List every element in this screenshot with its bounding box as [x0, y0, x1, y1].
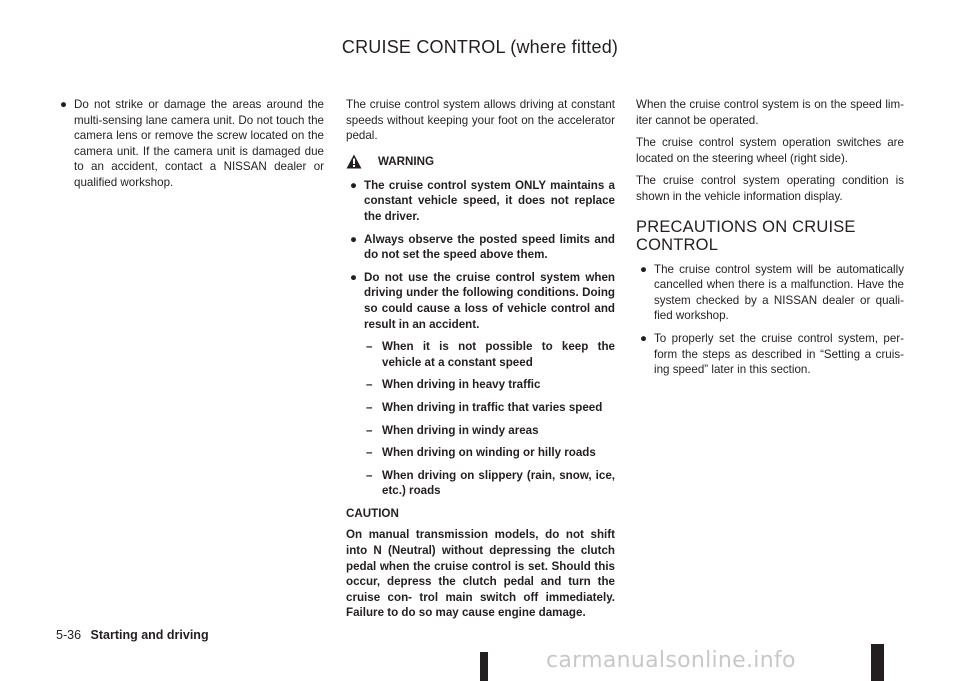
bullet-text: To properly set the cruise control system, per- form the steps as described in “Setting a cruis- ing speed” later in this section.: [654, 331, 904, 377]
condition-text: When driving in heavy traffic: [382, 378, 541, 392]
section-tab-mark-left: [480, 652, 488, 681]
dash-mark: –: [366, 400, 373, 414]
warning-header: [346, 154, 615, 169]
condition-item: [346, 339, 615, 370]
warning-label: WARNING: [378, 154, 435, 168]
condition-item: [346, 468, 615, 499]
bullet-icon: ●: [350, 270, 358, 284]
dash-mark: –: [366, 378, 373, 392]
list-item: [56, 97, 324, 191]
dash-mark: –: [366, 423, 373, 437]
paragraph: The cruise control system operation switches are located on the steering wheel (right side).: [636, 136, 904, 165]
bullet-icon: ●: [640, 262, 648, 276]
condition-text: When driving on slippery (rain, snow, ice, etc.) roads: [382, 468, 615, 498]
bullet-icon: ●: [640, 331, 648, 345]
column-middle: [346, 97, 615, 628]
page-number: 5-36: [56, 628, 82, 642]
list-item: [346, 178, 615, 225]
section-heading: PRECAUTIONS ON CRUISE CONTROL: [636, 217, 856, 254]
bullet-text: Do not strike or damage the areas around the multi-sensing lane camera unit. Do not touch the camera lens or remove the screw located on the camera unit. If the camera unit is damaged due to an accident, contact a NISSAN dealer or qualified workshop.: [74, 98, 324, 189]
bullet-icon: ●: [350, 178, 358, 192]
condition-text: When driving in windy areas: [382, 423, 539, 437]
list-item: [346, 232, 615, 263]
watermark: carmanualsonline.info: [546, 648, 796, 673]
condition-text: When driving in traffic that varies speed: [382, 400, 603, 414]
condition-item: [346, 445, 615, 461]
intro-paragraph: The cruise control system allows driving at constant speeds without keeping your foot on the accelerator pedal.: [346, 98, 615, 143]
column-right: [636, 97, 904, 385]
bullet-icon: ●: [60, 98, 68, 111]
condition-item: [346, 400, 615, 416]
caution-text: On manual transmission models, do not shift into N (Neutral) without depressing the clutch pedal when the cruise control is set. Should this occur, depress the clutch pedal and turn the cruise con- trol main switch off immediately. Failure to do so may cause engine damage.: [346, 528, 615, 620]
bullet-icon: ●: [350, 232, 358, 246]
dash-mark: –: [366, 468, 373, 482]
page-footer: [56, 628, 209, 642]
paragraph: The cruise control system operating condition is shown in the vehicle information display.: [636, 174, 904, 203]
paragraph: When the cruise control system is on the speed lim- iter cannot be operated.: [636, 98, 904, 127]
dash-mark: –: [366, 446, 373, 460]
bullet-text: Do not use the cruise control system when driving under the following conditions. Doing so could cause a loss of vehicle control and result in an accident.: [364, 270, 615, 331]
column-left: [56, 97, 324, 198]
dash-mark: –: [366, 340, 373, 354]
condition-text: When driving on winding or hilly roads: [382, 446, 596, 460]
condition-item: [346, 423, 615, 439]
condition-text: When it is not possible to keep the vehicle at a constant speed: [382, 340, 615, 369]
bullet-text: The cruise control system will be automatically cancelled when there is a malfunction. Have the system checked by a NISSAN dealer or quali- fied workshop.: [654, 262, 904, 323]
list-item: [346, 270, 615, 332]
bullet-text: Always observe the posted speed limits and do not set the speed above them.: [364, 232, 615, 262]
condition-item: [346, 377, 615, 393]
section-tab-mark-right: [871, 644, 884, 681]
page-title: CRUISE CONTROL (where fitted): [341, 37, 619, 57]
warning-triangle-icon: [346, 154, 362, 169]
list-item: [636, 331, 904, 378]
bullet-text: The cruise control system ONLY maintains a constant vehicle speed, it does not replace the driver.: [364, 178, 615, 223]
list-item: [636, 262, 904, 324]
section-name: Starting and driving: [90, 628, 209, 642]
caution-label: CAUTION: [346, 506, 399, 520]
